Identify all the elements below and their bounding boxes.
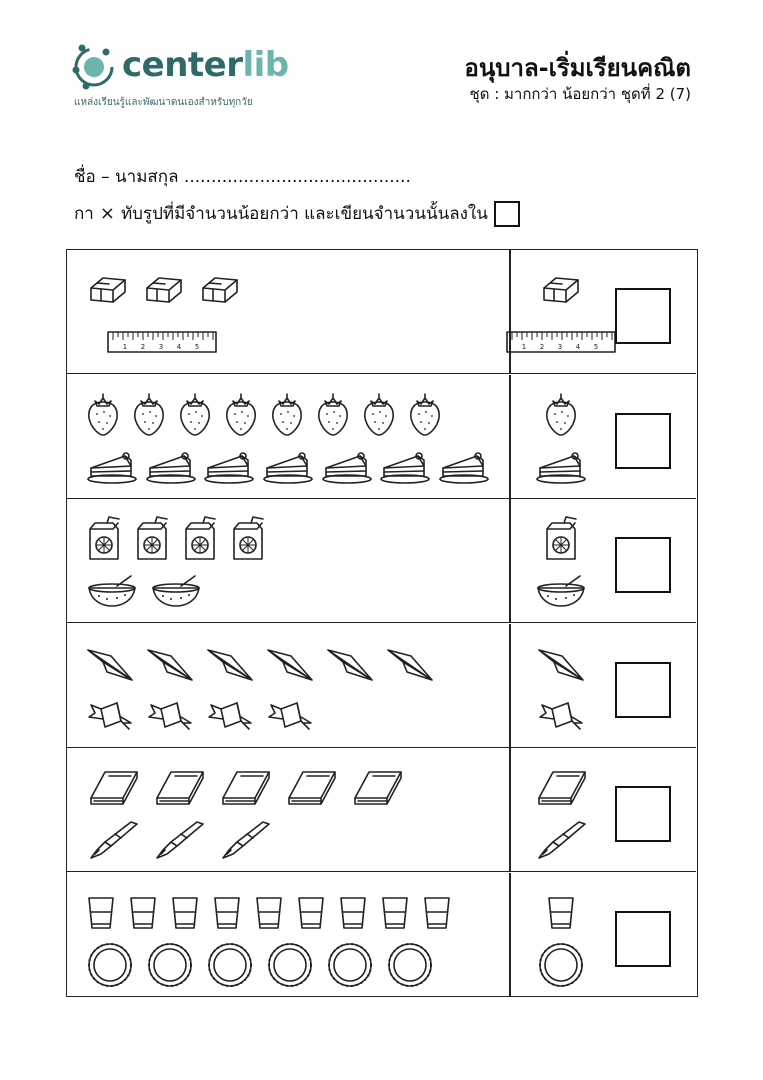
book-icon[interactable]	[153, 768, 205, 808]
svg-text:1: 1	[122, 343, 128, 351]
cake-slice-icon[interactable]	[439, 450, 489, 484]
answer-box[interactable]	[615, 413, 671, 469]
glass-icon[interactable]	[171, 896, 199, 930]
glass-icon[interactable]	[381, 896, 409, 930]
strawberry-icon[interactable]	[87, 394, 119, 436]
fountain-pen-icon[interactable]	[219, 820, 271, 860]
juice-box-icon[interactable]	[135, 517, 169, 561]
paper-plane-icon[interactable]	[147, 646, 193, 682]
ruler-icon[interactable]	[107, 331, 217, 353]
cross-mark-icon: ×	[99, 203, 115, 224]
plate-icon[interactable]	[87, 942, 133, 988]
cake-slice-icon[interactable]	[204, 450, 254, 484]
column-divider	[509, 624, 511, 747]
glass-icon[interactable]	[213, 896, 241, 930]
fountain-pen-icon[interactable]	[153, 820, 205, 860]
strawberry-icon[interactable]	[133, 394, 165, 436]
bowl-icon[interactable]	[151, 574, 201, 608]
name-field-line: ชื่อ – นามสกุล ..........................................	[74, 167, 411, 187]
plate-icon[interactable]	[327, 942, 373, 988]
cake-slice-icon[interactable]	[322, 450, 372, 484]
answer-box[interactable]	[615, 786, 671, 842]
strawberry-icon[interactable]	[317, 394, 349, 436]
svg-text:2: 2	[539, 343, 545, 351]
eraser-icon[interactable]	[199, 274, 241, 306]
cake-slice-icon[interactable]	[87, 450, 137, 484]
instruction-text	[74, 200, 520, 227]
glass-icon[interactable]	[255, 896, 283, 930]
plate-icon[interactable]	[207, 942, 253, 988]
svg-text:3: 3	[158, 343, 164, 351]
strawberry-icon[interactable]	[409, 394, 441, 436]
eraser-icon[interactable]	[540, 274, 582, 306]
question-row	[67, 873, 696, 997]
column-divider	[509, 499, 511, 622]
book-icon[interactable]	[351, 768, 403, 808]
plate-icon[interactable]	[538, 942, 584, 988]
book-icon[interactable]	[535, 768, 587, 808]
paper-plane-icon[interactable]	[387, 646, 433, 682]
candy-icon[interactable]	[147, 699, 193, 733]
strawberry-icon[interactable]	[179, 394, 211, 436]
juice-box-icon[interactable]	[544, 517, 578, 561]
worksheet-grid	[66, 249, 698, 997]
juice-box-icon[interactable]	[231, 517, 265, 561]
brand-name: centerlib	[122, 45, 289, 85]
strawberry-icon[interactable]	[545, 394, 577, 436]
strawberry-icon[interactable]	[271, 394, 303, 436]
book-icon[interactable]	[285, 768, 337, 808]
paper-plane-icon[interactable]	[267, 646, 313, 682]
question-row	[67, 748, 696, 872]
ruler-icon[interactable]	[506, 331, 616, 353]
juice-box-icon[interactable]	[87, 517, 121, 561]
paper-plane-icon[interactable]	[207, 646, 253, 682]
brand-tagline: แหล่งเรียนรู้และพัฒนาตนเองสำหรับทุกวัย	[74, 97, 253, 108]
answer-box-sample	[494, 201, 520, 227]
book-icon[interactable]	[87, 768, 139, 808]
question-row	[67, 375, 696, 499]
question-row	[67, 499, 696, 623]
glass-icon[interactable]	[547, 896, 575, 930]
juice-box-icon[interactable]	[183, 517, 217, 561]
question-row	[67, 624, 696, 748]
candy-icon[interactable]	[538, 699, 584, 733]
strawberry-icon[interactable]	[225, 394, 257, 436]
page-subtitle: ชุด : มากกว่า น้อยกว่า ชุดที่ 2 (7)	[469, 85, 691, 103]
paper-plane-icon[interactable]	[327, 646, 373, 682]
glass-icon[interactable]	[339, 896, 367, 930]
paper-plane-icon[interactable]	[87, 646, 133, 682]
candy-icon[interactable]	[207, 699, 253, 733]
column-divider	[509, 250, 511, 373]
answer-box[interactable]	[615, 537, 671, 593]
bowl-icon[interactable]	[87, 574, 137, 608]
plate-icon[interactable]	[267, 942, 313, 988]
cake-slice-icon[interactable]	[146, 450, 196, 484]
answer-box[interactable]	[615, 288, 671, 344]
column-divider	[509, 873, 511, 997]
svg-text:3: 3	[557, 343, 563, 351]
bowl-icon[interactable]	[536, 574, 586, 608]
plate-icon[interactable]	[387, 942, 433, 988]
page-title: อนุบาล-เริ่มเรียนคณิต	[464, 54, 691, 82]
answer-box[interactable]	[615, 662, 671, 718]
svg-text:5: 5	[593, 343, 599, 351]
book-icon[interactable]	[219, 768, 271, 808]
cake-slice-icon[interactable]	[263, 450, 313, 484]
glass-icon[interactable]	[129, 896, 157, 930]
svg-text:4: 4	[176, 343, 182, 351]
fountain-pen-icon[interactable]	[87, 820, 139, 860]
svg-text:1: 1	[521, 343, 527, 351]
column-divider	[509, 748, 511, 871]
strawberry-icon[interactable]	[363, 394, 395, 436]
eraser-icon[interactable]	[143, 274, 185, 306]
plate-icon[interactable]	[147, 942, 193, 988]
instruction-before: กา	[74, 204, 94, 224]
candy-icon[interactable]	[267, 699, 313, 733]
paper-plane-icon[interactable]	[538, 646, 584, 682]
svg-text:5: 5	[194, 343, 200, 351]
cake-slice-icon[interactable]	[536, 450, 586, 484]
cake-slice-icon[interactable]	[380, 450, 430, 484]
svg-text:2: 2	[140, 343, 146, 351]
answer-box[interactable]	[615, 911, 671, 967]
glass-icon[interactable]	[423, 896, 451, 930]
svg-text:4: 4	[575, 343, 581, 351]
glass-icon[interactable]	[297, 896, 325, 930]
question-row	[67, 250, 696, 374]
instruction-after: ทับรูปที่มีจำนวนน้อยกว่า และเขียนจำนวนนั้นลงใน	[120, 204, 488, 224]
glass-icon[interactable]	[87, 896, 115, 930]
eraser-icon[interactable]	[87, 274, 129, 306]
candy-icon[interactable]	[87, 699, 133, 733]
column-divider	[509, 375, 511, 498]
fountain-pen-icon[interactable]	[535, 820, 587, 860]
